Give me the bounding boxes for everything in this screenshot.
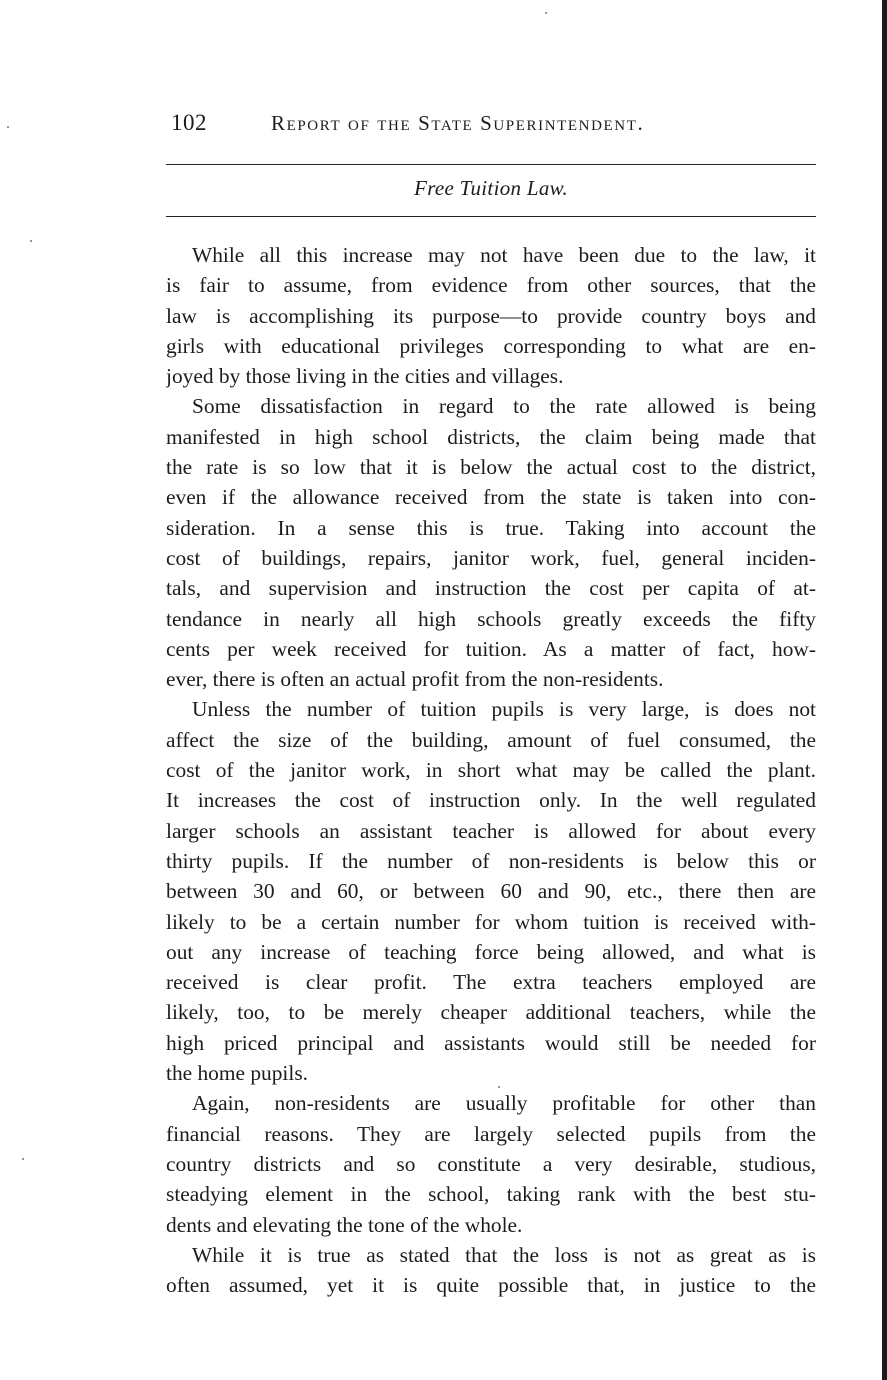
text-line: sideration. In a sense this is true. Taking into account the bbox=[166, 515, 816, 540]
scan-speck bbox=[7, 126, 9, 128]
paragraph bbox=[166, 240, 816, 391]
text-line: the home pupils. bbox=[166, 1061, 308, 1086]
text-line: received is clear profit. The extra teachers employed are bbox=[166, 970, 816, 995]
paragraph bbox=[166, 694, 816, 1088]
text-line: cost of the janitor work, in short what may be called the plant. bbox=[166, 758, 816, 783]
running-title: Report of the State Superintendent. bbox=[271, 111, 645, 135]
text-line: steadying element in the school, taking rank with the best stu- bbox=[166, 1182, 816, 1207]
scan-edge bbox=[882, 0, 887, 1380]
text-line: affect the size of the building, amount of fuel consumed, the bbox=[166, 727, 816, 752]
text-line: cost of buildings, repairs, janitor work, fuel, general inciden- bbox=[166, 545, 816, 570]
text-line: the rate is so low that it is below the actual cost to the district, bbox=[166, 455, 816, 480]
text-line: manifested in high school districts, the claim being made that bbox=[166, 424, 816, 449]
text-line: dents and elevating the tone of the whole. bbox=[166, 1212, 523, 1237]
text-line: thirty pupils. If the number of non-residents is below this or bbox=[166, 848, 816, 873]
text-line: is fair to assume, from evidence from other sources, that the bbox=[166, 273, 816, 298]
text-line: law is accomplishing its purpose—to provide country boys and bbox=[166, 303, 816, 328]
header-rule-bottom bbox=[166, 216, 816, 217]
scan-speck bbox=[30, 240, 32, 242]
text-line: out any increase of teaching force being allowed, and what is bbox=[166, 939, 816, 964]
text-line: Some dissatisfaction in regard to the rate allowed is being bbox=[192, 394, 816, 419]
text-line: between 30 and 60, or between 60 and 90, etc., there then are bbox=[166, 879, 816, 904]
paragraph bbox=[166, 1240, 816, 1301]
page-number: 102 bbox=[171, 110, 207, 135]
text-line: tendance in nearly all high schools greatly exceeds the fifty bbox=[166, 606, 816, 631]
scan-speck bbox=[22, 1158, 24, 1160]
text-line: joyed by those living in the cities and villages. bbox=[166, 364, 564, 389]
text-line: While it is true as stated that the loss is not as great as is bbox=[192, 1242, 816, 1267]
text-line: It increases the cost of instruction only. In the well regulated bbox=[166, 788, 816, 813]
text-line: tals, and supervision and instruction the cost per capita of at- bbox=[166, 576, 816, 601]
running-head bbox=[166, 110, 816, 140]
text-line: Again, non-residents are usually profitable for other than bbox=[192, 1091, 816, 1116]
section-title: Free Tuition Law. bbox=[414, 176, 568, 200]
paragraph bbox=[166, 391, 816, 694]
text-line: cents per week received for tuition. As a matter of fact, how- bbox=[166, 636, 816, 661]
paragraph bbox=[166, 1088, 816, 1239]
scan-speck bbox=[545, 12, 547, 14]
text-line: likely, too, to be merely cheaper additional teachers, while the bbox=[166, 1000, 816, 1025]
text-line: even if the allowance received from the state is taken into con- bbox=[166, 485, 816, 510]
text-line: ever, there is often an actual profit from the non-residents. bbox=[166, 667, 664, 692]
text-line: high priced principal and assistants would still be needed for bbox=[166, 1030, 816, 1055]
text-line: often assumed, yet it is quite possible that, in justice to the bbox=[166, 1273, 816, 1298]
text-line: Unless the number of tuition pupils is very large, is does not bbox=[192, 697, 816, 722]
text-line: country districts and so constitute a very desirable, studious, bbox=[166, 1151, 816, 1176]
text-line: larger schools an assistant teacher is allowed for about every bbox=[166, 818, 816, 843]
text-line: girls with educational privileges corresponding to what are en- bbox=[166, 333, 816, 358]
body-text bbox=[166, 240, 816, 1300]
text-line: likely to be a certain number for whom tuition is received with- bbox=[166, 909, 816, 934]
text-line: While all this increase may not have been due to the law, it bbox=[192, 243, 816, 267]
text-line: financial reasons. They are largely selected pupils from the bbox=[166, 1121, 816, 1146]
header-rule-top bbox=[166, 164, 816, 165]
